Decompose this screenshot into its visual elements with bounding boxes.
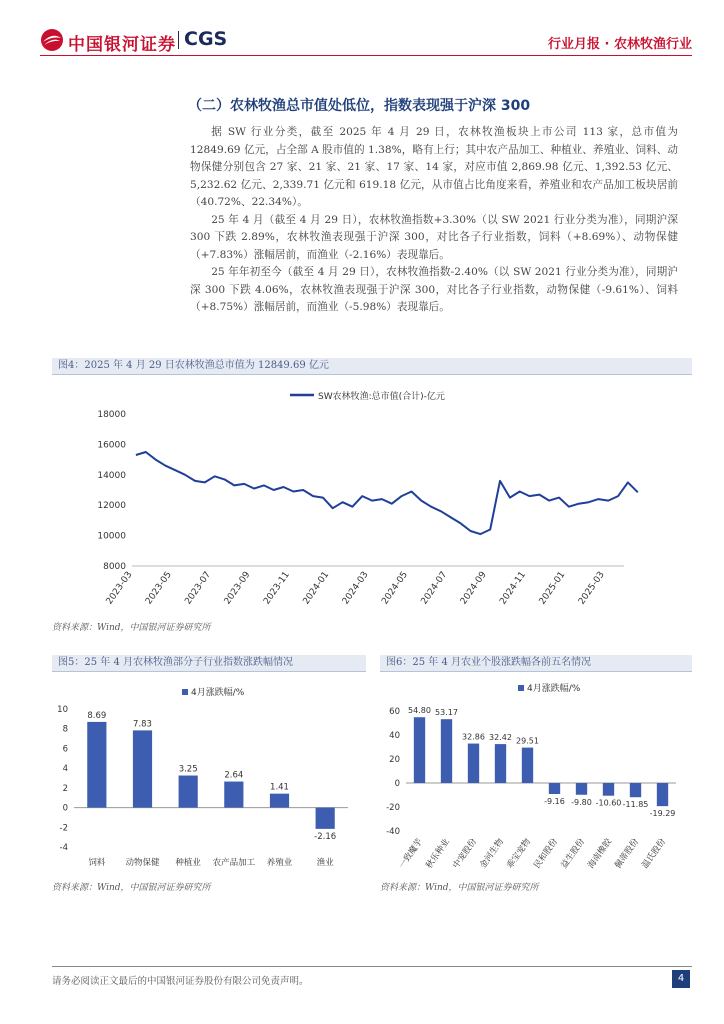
y-tick-label: 14000 xyxy=(97,470,126,481)
bar-value-label: -10.60 xyxy=(595,798,622,808)
x-tick-label: 2025-01 xyxy=(537,569,568,607)
figure-4-chart xyxy=(52,378,680,616)
page-number: 4 xyxy=(672,970,690,988)
x-tick-label: 2023-03 xyxy=(104,569,135,607)
category-label: 乖宝宠物 xyxy=(505,836,533,871)
bar-8 xyxy=(630,783,641,797)
category-label: 佩蒂股份 xyxy=(613,836,641,871)
bar-5 xyxy=(316,808,335,829)
bar-value-label: 1.41 xyxy=(270,782,289,793)
bar-value-label: 29.51 xyxy=(516,736,539,746)
category-label: 海南橡胶 xyxy=(586,836,614,871)
body-text xyxy=(190,124,678,317)
bar-0 xyxy=(87,722,106,808)
bar-4 xyxy=(270,794,289,808)
y-tick-label: 18000 xyxy=(97,410,126,420)
bar-value-label: 2.64 xyxy=(224,770,244,781)
galaxy-logo-icon xyxy=(40,28,64,52)
bar-1 xyxy=(133,730,152,807)
section-title: （二）农林牧渔总市值处低位，指数表现强于沪深 300 xyxy=(188,98,531,114)
bar-value-label: 8.69 xyxy=(87,710,107,721)
bar-1 xyxy=(441,719,452,783)
y-tick-label: 20 xyxy=(389,755,400,765)
category-label: 农产品加工 xyxy=(212,858,256,868)
x-tick-label: 2024-09 xyxy=(458,569,489,607)
category-label: 一致魔芋 xyxy=(397,836,425,871)
bar-value-label: 53.17 xyxy=(435,708,458,718)
legend-swatch xyxy=(518,685,524,691)
bar-value-label: -9.80 xyxy=(571,797,592,807)
x-tick-label: 2023-07 xyxy=(183,569,214,607)
category-label: 秋乐种业 xyxy=(424,836,452,871)
y-tick-label: 0 xyxy=(394,779,400,789)
y-tick-label: 6 xyxy=(62,744,68,755)
market-cap-series-line xyxy=(136,452,638,534)
y-tick-label: 4 xyxy=(62,764,68,775)
market-cap-line-chart xyxy=(52,378,680,616)
bar-3 xyxy=(495,744,506,783)
header-rule xyxy=(40,55,692,56)
paragraph-3: 25 年年初至今（截至 4 月 29 日），农林牧渔指数-2.40%（以 SW 2021 行业分类为准），同期沪深 300 下跌 4.06%，农林牧渔表现强于沪深 300，对比各子行业指数，动物保健（-9.61%）、饲料（+8.75%）涨幅居前，而渔业（-5.98%）表现靠后。 xyxy=(190,266,678,313)
bar-value-label: -11.85 xyxy=(622,800,649,810)
x-tick-label: 2025-03 xyxy=(577,569,607,607)
figure-6-title: 图6：25 年 4 月农业个股涨跌幅各前五名情况 xyxy=(380,655,692,672)
y-tick-label: 40 xyxy=(389,731,400,741)
category-label: 益生股份 xyxy=(559,836,587,871)
y-tick-label: 8000 xyxy=(103,562,126,572)
legend-label: SW农林牧渔:总市值(合计)-亿元 xyxy=(318,392,445,402)
brand-logo xyxy=(40,28,64,52)
bar-4 xyxy=(522,748,533,783)
category-label: 温氏股份 xyxy=(640,836,668,871)
x-tick-label: 2024-11 xyxy=(498,569,529,607)
y-tick-label: -4 xyxy=(59,843,68,853)
y-tick-label: 12000 xyxy=(97,501,126,512)
y-tick-label: 16000 xyxy=(97,440,126,451)
brand-cgs: CGS xyxy=(184,28,228,50)
bar-value-label: -2.16 xyxy=(314,831,337,842)
footer-rule xyxy=(52,966,692,967)
y-tick-label: -2 xyxy=(59,823,68,834)
figure-5-source: 资料来源：Wind，中国银河证券研究所 xyxy=(52,883,211,893)
x-tick-label: 2023-11 xyxy=(262,569,292,607)
report-type: 行业月报 · 农林牧渔行业 xyxy=(548,37,692,52)
x-tick-label: 2024-01 xyxy=(301,569,332,607)
y-tick-label: 60 xyxy=(389,707,400,717)
figure-5-chart xyxy=(52,675,354,875)
bar-7 xyxy=(603,783,614,796)
y-tick-label: 2 xyxy=(62,783,68,794)
x-tick-label: 2023-05 xyxy=(144,569,174,607)
bar-value-label: 32.86 xyxy=(462,732,485,742)
paragraph-2: 25 年 4 月（截至 4 月 29 日），农林牧渔指数+3.30%（以 SW 2021 行业分类为准），同期沪深 300 下跌 2.89%，农林牧渔表现强于沪深 300，对比各子行业指数，饲料（+8.69%）、动物保健（+7.83%）涨幅居前，而渔业（-2.16%）表现靠后。 xyxy=(190,213,678,261)
x-tick-label: 2023-09 xyxy=(222,569,253,607)
bar-9 xyxy=(657,783,668,806)
legend-label: 4月涨跌幅/% xyxy=(527,684,581,694)
bar-value-label: 32.42 xyxy=(489,733,512,743)
category-label: 中宠股份 xyxy=(451,836,479,871)
figure-5-title: 图5：25 年 4 月农林牧渔部分子行业指数涨跌幅情况 xyxy=(52,655,366,672)
bar-value-label: -19.29 xyxy=(649,809,676,819)
category-label: 动物保健 xyxy=(125,858,160,868)
bar-5 xyxy=(549,783,560,794)
bar-value-label: 3.25 xyxy=(178,764,198,775)
bar-value-label: -9.16 xyxy=(544,796,565,806)
category-label: 渔业 xyxy=(316,858,334,868)
figure-6-chart xyxy=(380,675,680,875)
y-tick-label: 8 xyxy=(62,724,68,735)
bar-0 xyxy=(414,717,425,783)
legend-swatch xyxy=(182,689,188,695)
category-label: 种植业 xyxy=(175,858,201,868)
x-tick-label: 2024-05 xyxy=(380,569,410,607)
disclaimer: 请务必阅读正文最后的中国银河证券股份有限公司免责声明。 xyxy=(52,976,309,987)
y-tick-label: 10000 xyxy=(97,531,126,542)
category-label: 饲料 xyxy=(88,858,106,868)
brand-name: 中国银河证券 xyxy=(68,35,176,55)
figure-4-title: 图4：2025 年 4 月 29 日农林牧渔总市值为 12849.69 亿元 xyxy=(52,358,692,375)
category-label: 养殖业 xyxy=(266,858,293,868)
bar-2 xyxy=(179,776,198,808)
bar-value-label: 7.83 xyxy=(133,719,152,730)
bar-3 xyxy=(224,782,243,808)
bar-2 xyxy=(468,744,479,783)
legend-label: 4月涨跌幅/% xyxy=(191,688,245,698)
bar-value-label: 54.80 xyxy=(408,706,431,716)
subindustry-bar-chart xyxy=(52,675,354,875)
y-tick-label: -40 xyxy=(386,827,400,837)
category-label: 金河生物 xyxy=(478,836,506,871)
y-tick-label: 10 xyxy=(57,705,68,715)
paragraph-1: 据 SW 行业分类，截至 2025 年 4 月 29 日，农林牧渔板块上市公司 113 家，总市值为 12849.69 亿元，占全部 A 股市值的 1.38%，略有上行；其中农产品加工、种植业、养殖业、饲料、动物保健分别包含 27 家、21 家、21 家、17 家、14 家，对应市值 2,869.98 亿元、1,392.53 亿元、5,232.62 亿元、2,339.71 亿元和 619.18 亿元，从市值占比角度来看，养殖业和农产品加工板块居前（40.72%、22.34%）。 xyxy=(190,126,678,208)
figure-4-source: 资料来源：Wind，中国银河证券研究所 xyxy=(52,623,211,633)
category-label: 民和股份 xyxy=(532,836,560,871)
x-tick-label: 2024-03 xyxy=(340,569,371,607)
bar-6 xyxy=(576,783,587,795)
brand-divider xyxy=(178,31,179,49)
y-tick-label: -20 xyxy=(386,803,400,813)
x-tick-label: 2024-07 xyxy=(419,569,450,607)
stock-bar-chart xyxy=(380,675,680,875)
figure-6-source: 资料来源：Wind，中国银河证券研究所 xyxy=(380,883,539,893)
y-tick-label: 0 xyxy=(62,803,68,814)
